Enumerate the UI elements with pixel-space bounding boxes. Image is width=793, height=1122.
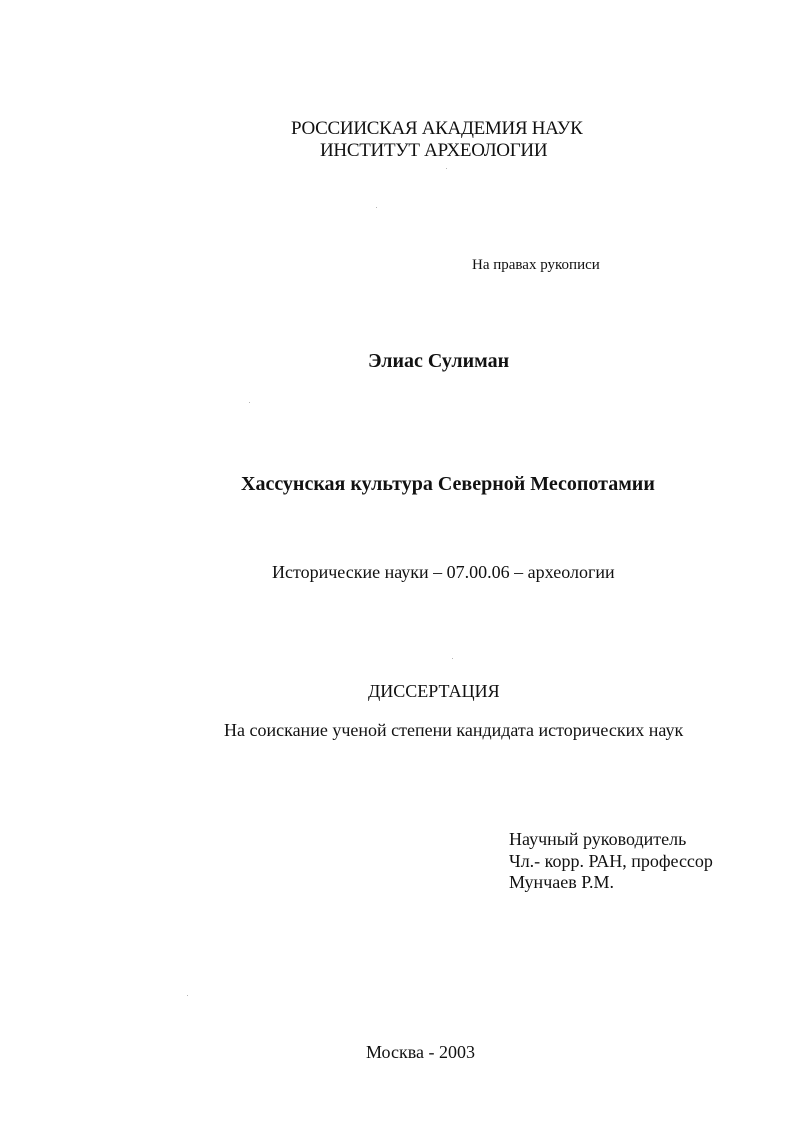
dissertation-title: Хассунская культура Северной Месопотамии [241, 473, 655, 495]
manuscript-note: На правах рукописи [472, 257, 600, 273]
specialty-line: Исторические науки – 07.00.06 – археологии [272, 562, 615, 582]
advisor-name: Мунчаев Р.М. [509, 872, 614, 892]
advisor-label: Научный руководитель [509, 829, 687, 849]
scan-speck [446, 168, 447, 169]
author-name: Элиас Сулиман [368, 350, 510, 372]
scan-speck [187, 995, 188, 996]
place-year: Москва - 2003 [366, 1042, 475, 1062]
degree-line: На соискание ученой степени кандидата исторических наук [224, 720, 684, 740]
scan-speck [376, 207, 377, 208]
advisor-rank: Чл.- корр. РАН, профессор [509, 850, 713, 871]
institute-name: ИНСТИТУТ АРХЕОЛОГИИ [320, 140, 548, 161]
scan-speck [452, 658, 453, 659]
document-type: ДИССЕРТАЦИЯ [368, 681, 500, 701]
organization-name: РОССИИСКАЯ АКАДЕМИЯ НАУК [291, 118, 583, 139]
advisor-block [509, 829, 713, 894]
scan-speck [249, 402, 250, 403]
